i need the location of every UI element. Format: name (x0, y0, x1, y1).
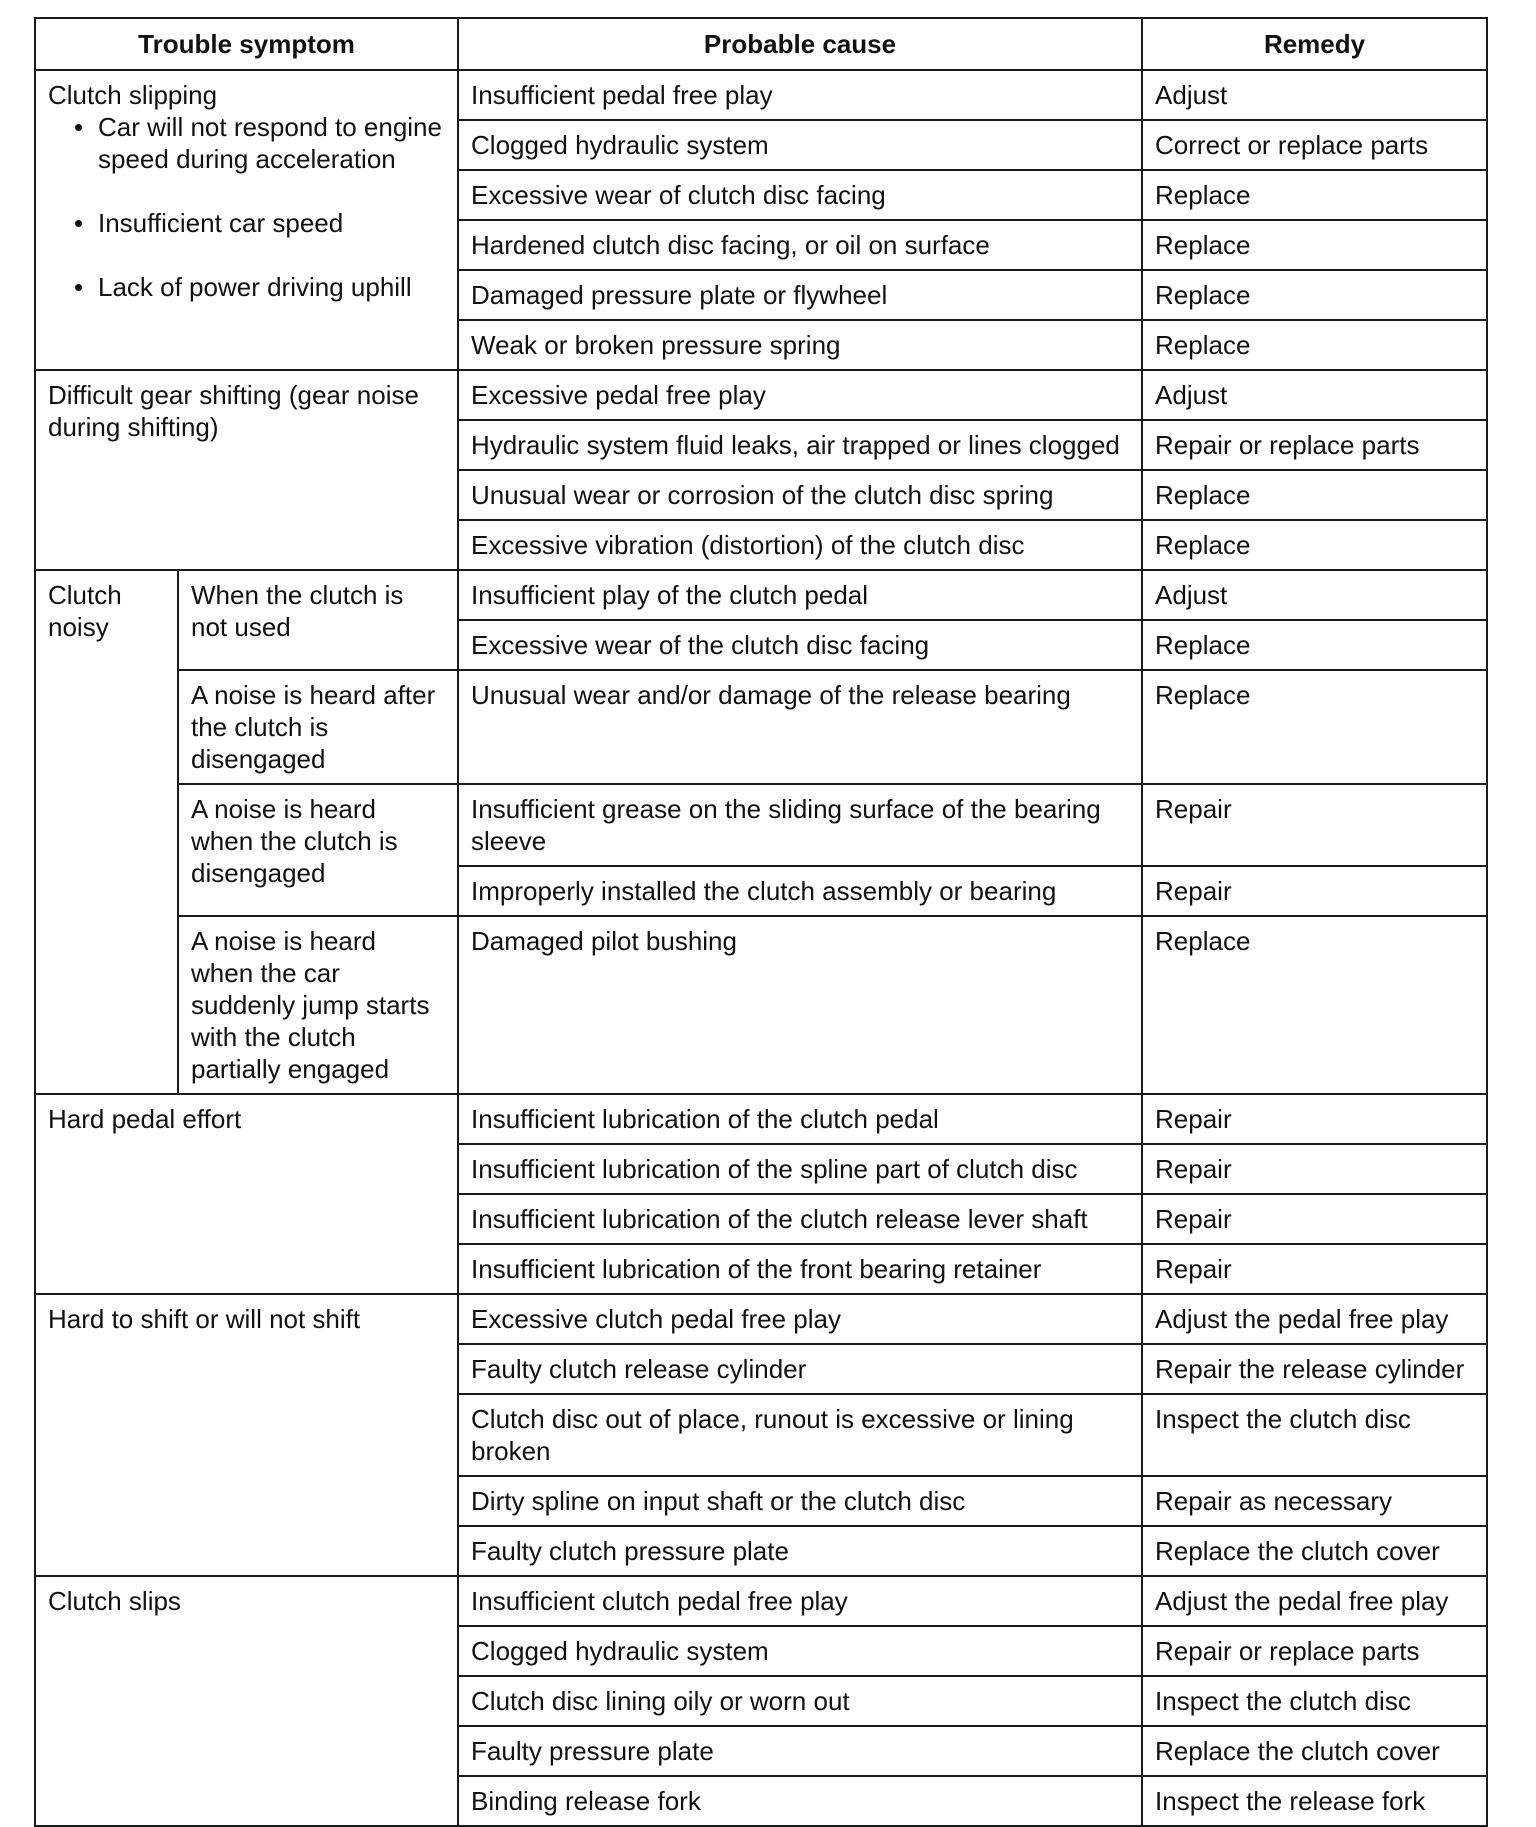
cause-cell: Faulty clutch release cylinder (458, 1344, 1142, 1394)
symptom-cell: Clutch noisy (35, 570, 178, 1094)
remedy-cell: Inspect the release fork (1142, 1776, 1487, 1826)
remedy-cell: Replace (1142, 916, 1487, 1094)
condition-cell: A noise is heard when the clutch is disengaged (178, 784, 458, 916)
table-row (35, 1576, 1487, 1626)
condition-cell: A noise is heard when the car suddenly jump starts with the clutch partially engaged (178, 916, 458, 1094)
remedy-cell: Adjust (1142, 70, 1487, 120)
header-symptom: Trouble symptom (35, 18, 458, 70)
remedy-cell: Repair (1142, 866, 1487, 916)
cause-cell: Insufficient lubrication of the spline part of clutch disc (458, 1144, 1142, 1194)
remedy-cell: Repair (1142, 1244, 1487, 1294)
cause-cell: Insufficient clutch pedal free play (458, 1576, 1142, 1626)
header-remedy: Remedy (1142, 18, 1487, 70)
cause-cell: Unusual wear or corrosion of the clutch disc spring (458, 470, 1142, 520)
symptom-cell: Hard to shift or will not shift (35, 1294, 458, 1576)
cause-cell: Unusual wear and/or damage of the release bearing (458, 670, 1142, 784)
remedy-cell: Adjust (1142, 370, 1487, 420)
cause-cell: Insufficient grease on the sliding surface of the bearing sleeve (458, 784, 1142, 866)
cause-cell: Faulty pressure plate (458, 1726, 1142, 1776)
cause-cell: Hydraulic system fluid leaks, air trapped or lines clogged (458, 420, 1142, 470)
remedy-cell: Repair or replace parts (1142, 1626, 1487, 1676)
remedy-cell: Repair or replace parts (1142, 420, 1487, 470)
remedy-cell: Replace (1142, 520, 1487, 570)
cause-cell: Insufficient lubrication of the front bearing retainer (458, 1244, 1142, 1294)
table-row (35, 784, 1487, 866)
cause-cell: Clutch disc out of place, runout is excessive or lining broken (458, 1394, 1142, 1476)
cause-cell: Excessive wear of clutch disc facing (458, 170, 1142, 220)
remedy-cell: Replace (1142, 220, 1487, 270)
header-row (35, 18, 1487, 70)
cause-cell: Faulty clutch pressure plate (458, 1526, 1142, 1576)
condition-cell: When the clutch is not used (178, 570, 458, 670)
remedy-cell: Inspect the clutch disc (1142, 1676, 1487, 1726)
table-row (35, 70, 1487, 120)
remedy-cell: Replace (1142, 620, 1487, 670)
cause-cell: Clogged hydraulic system (458, 1626, 1142, 1676)
remedy-cell: Replace (1142, 270, 1487, 320)
table-row (35, 1294, 1487, 1344)
remedy-cell: Adjust (1142, 570, 1487, 620)
table-row (35, 670, 1487, 784)
table-row (35, 916, 1487, 1094)
remedy-cell: Repair as necessary (1142, 1476, 1487, 1526)
cause-cell: Excessive clutch pedal free play (458, 1294, 1142, 1344)
remedy-cell: Replace (1142, 170, 1487, 220)
remedy-cell: Repair (1142, 784, 1487, 866)
remedy-cell: Repair the release cylinder (1142, 1344, 1487, 1394)
symptom-cell: Clutch slips (35, 1576, 458, 1826)
remedy-cell: Correct or replace parts (1142, 120, 1487, 170)
condition-cell: A noise is heard after the clutch is disengaged (178, 670, 458, 784)
cause-cell: Binding release fork (458, 1776, 1142, 1826)
cause-cell: Insufficient lubrication of the clutch release lever shaft (458, 1194, 1142, 1244)
cause-cell: Weak or broken pressure spring (458, 320, 1142, 370)
symptom-cell: Hard pedal effort (35, 1094, 458, 1294)
table-row (35, 370, 1487, 420)
symptom-bullet: • Car will not respond to engine speed during acceleration (74, 111, 445, 175)
symptom-bullet: • Lack of power driving uphill (74, 271, 445, 303)
remedy-cell: Repair (1142, 1144, 1487, 1194)
remedy-cell: Repair (1142, 1194, 1487, 1244)
remedy-cell: Adjust the pedal free play (1142, 1294, 1487, 1344)
symptom-text: Clutch slipping (48, 80, 218, 110)
troubleshooting-table (34, 17, 1488, 1827)
symptom-cell: Difficult gear shifting (gear noise during shifting) (35, 370, 458, 570)
cause-cell: Insufficient pedal free play (458, 70, 1142, 120)
cause-cell: Clogged hydraulic system (458, 120, 1142, 170)
table-row (35, 570, 1487, 620)
symptom-bullet: • Insufficient car speed (74, 207, 445, 239)
remedy-cell: Replace (1142, 670, 1487, 784)
header-cause: Probable cause (458, 18, 1142, 70)
remedy-cell: Replace (1142, 320, 1487, 370)
symptom-cell (35, 70, 458, 370)
cause-cell: Clutch disc lining oily or worn out (458, 1676, 1142, 1726)
remedy-cell: Replace the clutch cover (1142, 1526, 1487, 1576)
remedy-cell: Inspect the clutch disc (1142, 1394, 1487, 1476)
cause-cell: Excessive pedal free play (458, 370, 1142, 420)
cause-cell: Excessive vibration (distortion) of the clutch disc (458, 520, 1142, 570)
remedy-cell: Repair (1142, 1094, 1487, 1144)
remedy-cell: Replace the clutch cover (1142, 1726, 1487, 1776)
cause-cell: Excessive wear of the clutch disc facing (458, 620, 1142, 670)
cause-cell: Dirty spline on input shaft or the clutch disc (458, 1476, 1142, 1526)
symptom-bullets (48, 111, 445, 303)
cause-cell: Improperly installed the clutch assembly or bearing (458, 866, 1142, 916)
cause-cell: Damaged pressure plate or flywheel (458, 270, 1142, 320)
table-row (35, 1094, 1487, 1144)
cause-cell: Hardened clutch disc facing, or oil on surface (458, 220, 1142, 270)
cause-cell: Damaged pilot bushing (458, 916, 1142, 1094)
remedy-cell: Replace (1142, 470, 1487, 520)
cause-cell: Insufficient lubrication of the clutch pedal (458, 1094, 1142, 1144)
cause-cell: Insufficient play of the clutch pedal (458, 570, 1142, 620)
remedy-cell: Adjust the pedal free play (1142, 1576, 1487, 1626)
